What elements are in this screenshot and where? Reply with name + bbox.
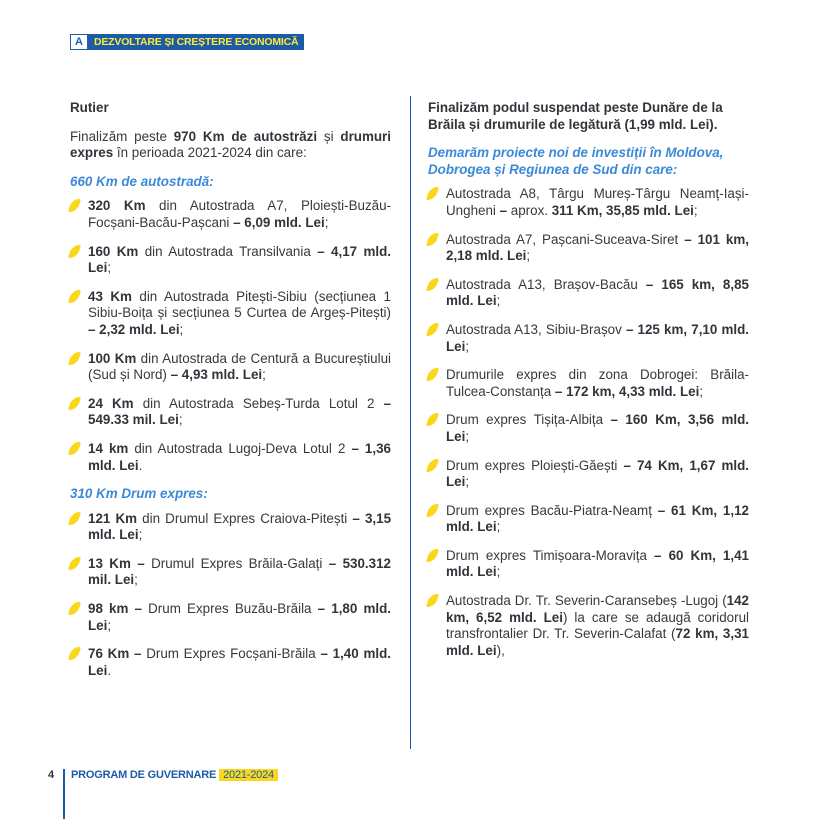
text: . xyxy=(107,662,112,678)
text: Autostrada Dr. Tr. Severin-Caransebeș -Lugoj ( xyxy=(446,593,727,609)
list-item-text xyxy=(446,186,749,219)
list-item xyxy=(428,322,749,355)
leaf-bullet-icon xyxy=(70,556,88,589)
list-item-text xyxy=(88,289,391,339)
bold-text: – 4,17 mld. Lei xyxy=(88,243,392,276)
text: și xyxy=(317,128,341,144)
list-item xyxy=(70,511,391,544)
bullet-list xyxy=(70,511,391,680)
bold-text: 13 Km – xyxy=(88,555,152,571)
text: Drum expres Ploiești-Găești xyxy=(446,457,624,473)
bold-text: 100 Km xyxy=(88,350,137,366)
list-item xyxy=(70,601,391,634)
list-item-text xyxy=(88,198,391,231)
list-item-text xyxy=(88,351,391,384)
text: ; xyxy=(178,412,183,428)
bold-text: 311 Km, 35,85 mld. Lei xyxy=(551,202,694,218)
bold-text: – 61 Km, 1,12 mld. Lei xyxy=(446,502,749,535)
bold-text: – 549.33 mil. Lei xyxy=(88,395,391,428)
bold-text: – xyxy=(499,202,511,218)
leaf-bullet-icon xyxy=(428,412,446,445)
text: ; xyxy=(526,248,531,264)
section-letter: A xyxy=(70,34,88,50)
list-item-text xyxy=(446,367,749,400)
text: Autostrada A13, Sibiu-Brașov xyxy=(446,321,626,337)
list-item xyxy=(70,244,391,277)
text: ; xyxy=(465,474,470,490)
bold-text: – 160 Km, 3,56 mld. Lei xyxy=(446,412,749,444)
text: Autostrada A13, Brașov-Bacău xyxy=(446,276,646,292)
bold-text: – 172 km, 4,33 mld. Lei xyxy=(554,383,700,399)
leaf-bullet-icon xyxy=(70,601,88,634)
list-item-text xyxy=(446,412,749,445)
bold-text: – 74 Km, 1,67 mld. Lei xyxy=(446,457,749,490)
bold-text: – 1,36 mld. Lei xyxy=(88,440,391,473)
bold-text: – 165 km, 8,85 mld. Lei xyxy=(446,276,749,309)
leaf-bullet-icon xyxy=(70,646,88,679)
text: Drumul Expres Brăila-Galați xyxy=(151,555,329,571)
leaf-bullet-icon xyxy=(70,244,88,277)
list-item-text xyxy=(88,601,391,634)
text: . xyxy=(138,457,143,473)
leaf-bullet-icon xyxy=(428,548,446,581)
bold-text: 970 Km de autostrăzi xyxy=(173,128,318,144)
bold-text: – 101 km, 2,18 mld. Lei xyxy=(446,231,749,264)
leaf-bullet-icon xyxy=(70,198,88,231)
text: Drumurile expres din zona Dobrogei: Brăila-Tulcea-Constanța xyxy=(446,367,749,399)
text: în perioada 2021-2024 din care: xyxy=(113,145,307,161)
text: din Autostrada A7, Ploiești-Buzău-Focșani-Bacău-Pașcani xyxy=(88,198,392,230)
leaf-bullet-icon xyxy=(70,511,88,544)
bold-text: 76 Km – xyxy=(88,646,147,662)
bold-text: 43 Km xyxy=(88,288,132,304)
list-item xyxy=(428,412,749,445)
bold-text: 121 Km xyxy=(88,510,138,526)
bold-text: drumuri expres xyxy=(70,128,391,161)
list-item xyxy=(428,277,749,310)
bold-text: 24 Km xyxy=(88,395,134,411)
text: ; xyxy=(107,617,112,633)
list-item-text xyxy=(88,556,391,589)
text: Drum expres Timișoara-Moravița xyxy=(446,547,655,563)
list-item xyxy=(70,646,391,679)
bold-text: 320 Km xyxy=(88,198,146,214)
footer-title-text: PROGRAM DE GUVERNARE xyxy=(71,769,217,781)
text: Drum Expres Focșani-Brăila xyxy=(146,646,321,662)
list-item-text xyxy=(446,232,749,265)
list-item xyxy=(428,548,749,581)
list-item-text xyxy=(88,441,391,474)
list-item xyxy=(70,198,391,231)
text: din Drumul Expres Craiova-Pitești xyxy=(137,510,353,526)
text: Finalizăm peste xyxy=(70,128,174,144)
leaf-bullet-icon xyxy=(428,503,446,536)
list-item-text xyxy=(88,646,391,679)
right-groups xyxy=(428,145,749,659)
list-item xyxy=(70,396,391,429)
text: Drum Expres Buzău-Brăila xyxy=(148,601,318,617)
text: ; xyxy=(496,564,501,580)
leaf-bullet-icon xyxy=(70,441,88,474)
bold-text: – 6,09 mld. Lei xyxy=(233,214,325,230)
text: din Autostrada Lugoj-Deva Lotul 2 xyxy=(128,440,352,456)
list-item-text xyxy=(446,503,749,536)
text: din Autostrada Transilvania xyxy=(138,243,318,259)
text: Autostrada A8, Târgu Mureș-Târgu Neamț-Iași-Ungheni xyxy=(446,186,749,218)
section-title: DEZVOLTARE ȘI CREȘTERE ECONOMICĂ xyxy=(88,34,304,50)
text: ; xyxy=(496,293,501,309)
left-intro xyxy=(70,129,391,162)
text: ; xyxy=(324,214,329,230)
bullet-list xyxy=(70,198,391,474)
column-divider xyxy=(410,96,411,749)
text: Drum expres Tișița-Albița xyxy=(446,412,611,428)
left-column xyxy=(70,100,391,691)
right-column xyxy=(428,100,749,671)
text: ; xyxy=(107,260,112,276)
bold-text: – 2,32 mld. Lei xyxy=(88,321,180,337)
footer-bar xyxy=(63,769,65,819)
list-item-text xyxy=(88,244,391,277)
text: ; xyxy=(134,572,138,588)
leaf-bullet-icon xyxy=(70,351,88,384)
leaf-bullet-icon xyxy=(428,186,446,219)
leaf-bullet-icon xyxy=(428,458,446,491)
list-item-text xyxy=(88,396,391,429)
bold-text: 142 km, 6,52 mld. Lei xyxy=(446,593,749,625)
bold-text: 72 km, 3,31 mld. Lei xyxy=(446,626,749,658)
text: Drum expres Bacău-Piatra-Neamț xyxy=(446,502,658,518)
list-item-text xyxy=(446,593,749,659)
leaf-bullet-icon xyxy=(428,232,446,265)
text: ; xyxy=(262,367,266,383)
list-item xyxy=(70,556,391,589)
page-number: 4 xyxy=(48,769,55,781)
text: ; xyxy=(465,428,470,444)
text: ; xyxy=(699,383,704,399)
bold-text: – 4,93 mld. Lei xyxy=(170,367,263,383)
text: din Autostrada Sebeș-Turda Lotul 2 xyxy=(133,395,384,411)
bold-text: 98 km – xyxy=(88,601,149,617)
subheading: Demarăm proiecte noi de investiții în Moldova, Dobrogea și Regiunea de Sud din care: xyxy=(428,145,724,177)
bold-text: – 1,80 mld. Lei xyxy=(88,601,391,633)
bold-text: 14 km xyxy=(88,440,129,456)
list-item-text xyxy=(446,458,749,491)
list-item-text xyxy=(446,322,749,355)
list-item xyxy=(428,458,749,491)
subheading: 310 Km Drum expres: xyxy=(70,486,208,502)
text: aprox. xyxy=(510,202,552,218)
text: din Autostrada Pitești-Sibiu (secțiunea 1 Sibiu-Boița și secțiunea 5 Curtea de Argeș-Pitești) xyxy=(88,288,391,321)
list-item-text xyxy=(88,511,391,544)
text: Autostrada A7, Pașcani-Suceava-Siret xyxy=(446,231,685,247)
list-item xyxy=(428,367,749,400)
list-item xyxy=(428,186,749,219)
leaf-bullet-icon xyxy=(70,396,88,429)
leaf-bullet-icon xyxy=(428,277,446,310)
footer-title xyxy=(71,769,278,781)
bullet-list xyxy=(428,186,749,659)
text: ; xyxy=(138,527,143,543)
text: ; xyxy=(693,202,698,218)
list-item-text xyxy=(446,548,749,581)
list-item xyxy=(428,593,749,659)
text: din Autostrada de Centură a Bucureștiului (Sud și Nord) xyxy=(88,350,392,383)
footer-years: 2021-2024 xyxy=(219,769,278,781)
text: ), xyxy=(496,642,505,658)
list-item xyxy=(70,351,391,384)
bold-text: – 60 Km, 1,41 mld. Lei xyxy=(446,547,749,580)
bold-text: 160 Km xyxy=(88,243,139,259)
text: ; xyxy=(465,338,470,354)
leaf-bullet-icon xyxy=(70,289,88,339)
left-heading: Rutier xyxy=(70,100,109,115)
bold-text: – 125 km, 7,10 mld. Lei xyxy=(446,321,749,354)
bold-text: – 3,15 mld. Lei xyxy=(88,510,392,543)
right-heading: Finalizăm podul suspendat peste Dunăre de la Brăila și drumurile de legătură (1,99 mld. Lei). xyxy=(428,100,723,132)
left-groups xyxy=(70,174,391,680)
text: ; xyxy=(179,321,184,337)
bold-text: – 530.312 mil. Lei xyxy=(88,555,391,588)
list-item xyxy=(70,441,391,474)
list-item-text xyxy=(446,277,749,310)
section-tag xyxy=(70,34,304,50)
text: ) la care se adaugă coridorul transfrontalier Dr. Tr. Severin-Calafat ( xyxy=(446,609,749,642)
leaf-bullet-icon xyxy=(428,322,446,355)
text: ; xyxy=(496,519,501,535)
leaf-bullet-icon xyxy=(428,367,446,400)
list-item xyxy=(428,503,749,536)
list-item xyxy=(70,289,391,339)
subheading: 660 Km de autostradă: xyxy=(70,173,214,189)
bold-text: – 1,40 mld. Lei xyxy=(88,646,391,678)
list-item xyxy=(428,232,749,265)
leaf-bullet-icon xyxy=(428,593,446,659)
